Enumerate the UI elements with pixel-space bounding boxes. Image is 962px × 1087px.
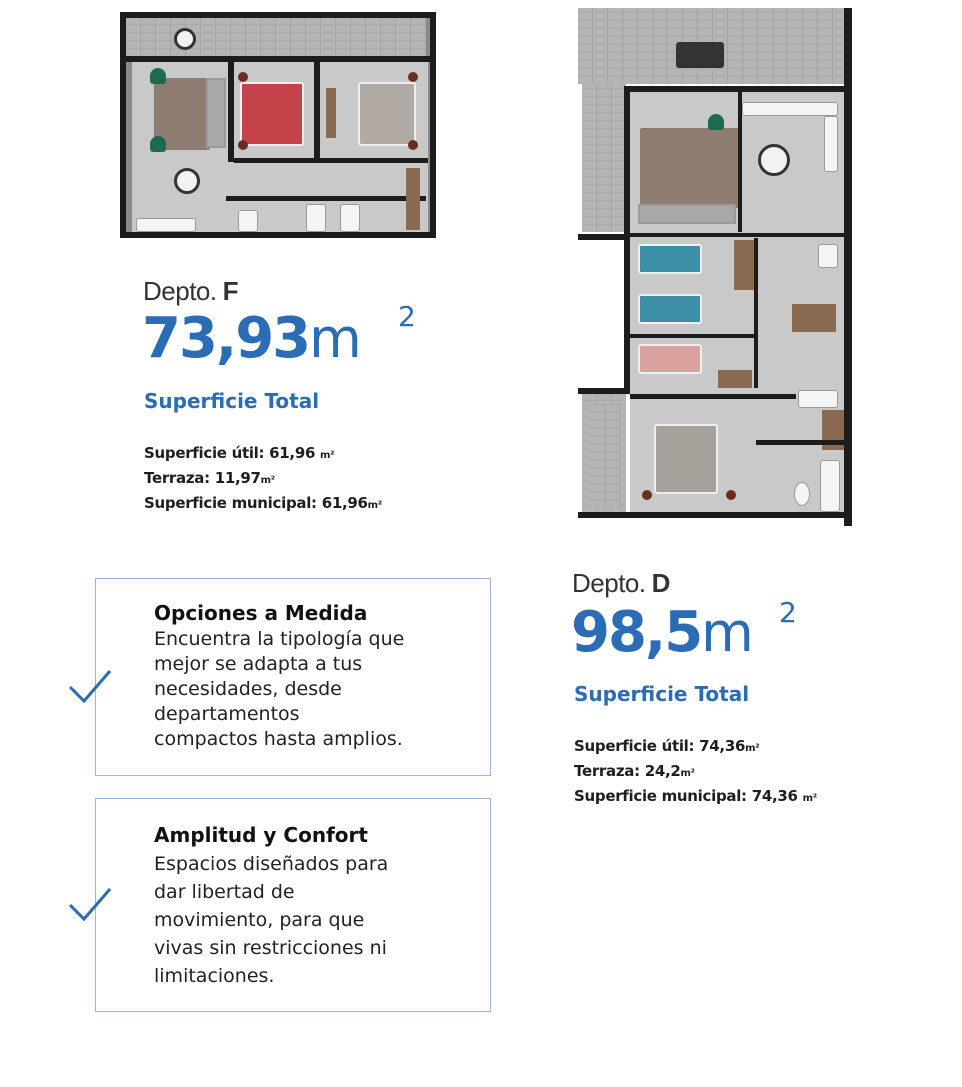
- depto-d-area-exp: 2: [779, 596, 797, 629]
- feature-line: Encuentra la tipología que: [154, 628, 405, 650]
- feature-description: [154, 627, 404, 752]
- feature-card-amplitud: [95, 798, 491, 1012]
- spec-unit: m²: [745, 743, 760, 754]
- feature-line: movimiento, para que: [154, 909, 365, 931]
- depto-f-area: [142, 300, 416, 371]
- depto-f-letter: F: [222, 276, 239, 306]
- depto-d-title: [572, 568, 670, 599]
- depto-d-letter: D: [651, 568, 671, 598]
- spec-value: 74,36: [699, 737, 746, 755]
- depto-f-prefix: Depto.: [143, 276, 217, 306]
- depto-f-title: [143, 276, 239, 307]
- feature-line: compactos hasta amplios.: [154, 728, 403, 750]
- feature-line: necesidades, desde: [154, 678, 342, 700]
- spec-unit: m²: [802, 793, 817, 804]
- depto-f-specs: [144, 442, 382, 517]
- feature-description: [154, 850, 388, 990]
- spec-unit: m²: [320, 450, 335, 461]
- spec-label: Terraza:: [574, 762, 640, 780]
- checkmark-icon: [66, 885, 114, 925]
- floor-plan-depto-d: [578, 8, 852, 520]
- depto-f-area-exp: 2: [398, 300, 416, 333]
- spec-label: Superficie útil:: [144, 444, 265, 462]
- spec-row: [574, 760, 817, 785]
- spec-label: Superficie útil:: [574, 737, 695, 755]
- spec-row: [144, 492, 382, 517]
- feature-line: vivas sin restricciones ni: [154, 937, 387, 959]
- depto-d-area-unit: m: [701, 601, 754, 664]
- spec-value: 11,97: [214, 469, 261, 487]
- feature-line: dar libertad de: [154, 881, 295, 903]
- feature-card-opciones: [95, 578, 491, 776]
- spec-row: [144, 442, 382, 467]
- depto-f-area-number: 73,93: [142, 306, 310, 371]
- spec-row: [574, 785, 817, 810]
- spec-unit: m²: [260, 475, 275, 486]
- checkmark-icon: [66, 667, 114, 707]
- depto-d-prefix: Depto.: [572, 568, 646, 598]
- depto-d-area: [571, 596, 797, 665]
- feature-line: limitaciones.: [154, 965, 275, 987]
- depto-d-area-number: 98,5: [571, 600, 702, 665]
- feature-title: Opciones a Medida: [154, 601, 368, 625]
- feature-title: Amplitud y Confort: [154, 823, 368, 847]
- spec-value: 61,96: [321, 494, 368, 512]
- depto-f-area-unit: m: [309, 307, 362, 370]
- spec-value: 24,2: [644, 762, 681, 780]
- spec-unit: m²: [680, 768, 695, 779]
- spec-label: Superficie municipal:: [144, 494, 317, 512]
- depto-d-specs: [574, 735, 817, 810]
- spec-label: Superficie municipal:: [574, 787, 747, 805]
- floor-plan-depto-f: [120, 12, 436, 238]
- spec-row: [144, 467, 382, 492]
- depto-f-subtitle: Superficie Total: [144, 389, 320, 413]
- feature-line: departamentos: [154, 703, 300, 725]
- spec-value: 74,36: [751, 787, 798, 805]
- feature-line: mejor se adapta a tus: [154, 653, 363, 675]
- spec-value: 61,96: [269, 444, 316, 462]
- spec-unit: m²: [367, 500, 382, 511]
- spec-label: Terraza:: [144, 469, 210, 487]
- spec-row: [574, 735, 817, 760]
- depto-d-subtitle: Superficie Total: [574, 682, 750, 706]
- feature-line: Espacios diseñados para: [154, 853, 389, 875]
